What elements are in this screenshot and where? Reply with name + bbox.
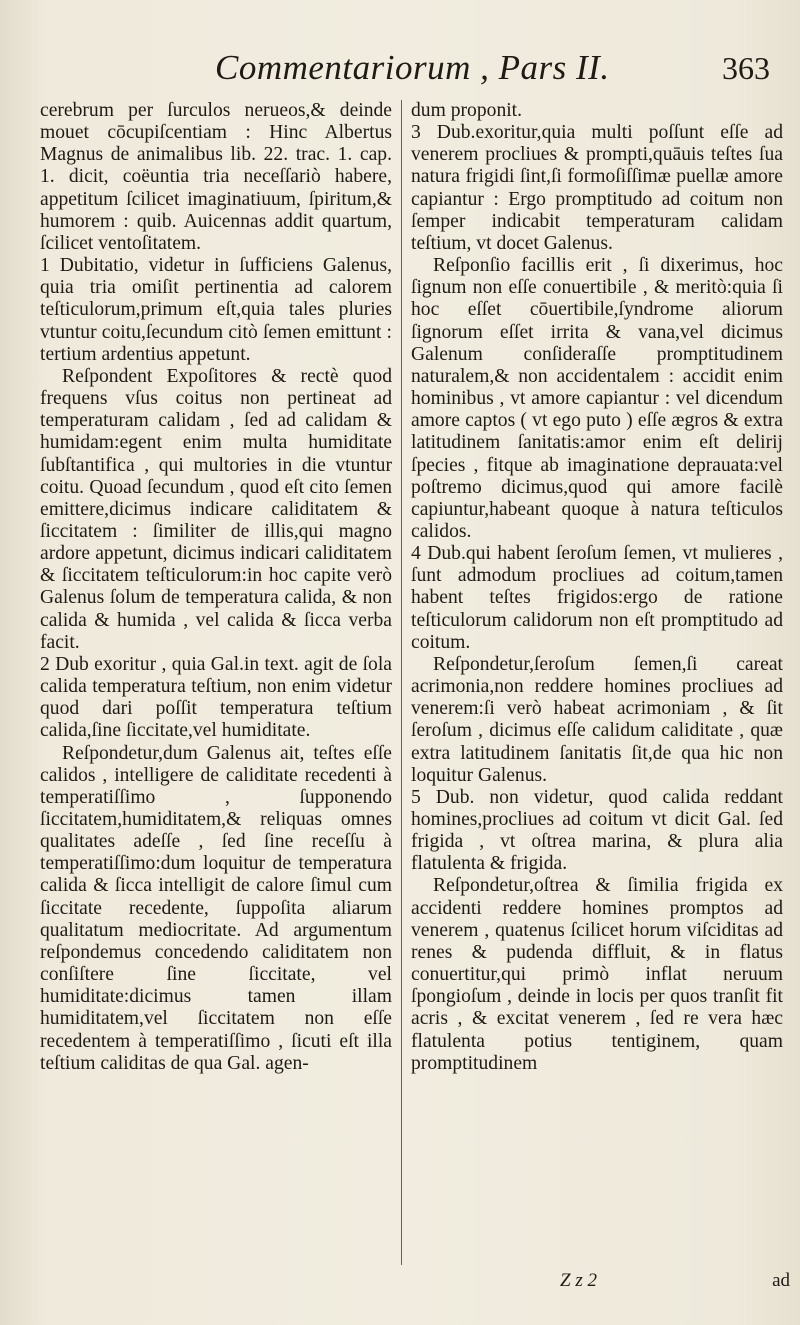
paragraph: dum proponit. [411,100,523,121]
paragraph: Reſponſio facillis erit , ſi dixerimus, hoc ſignum non eſſe conuertibile , & meritò:quia ſi hoc eſſet cōuertibile,ſyndrome aliorum ſignorum eſſet irrita & vana,vel dicimus Galenum conſideraſſe promptitudinem naturalem,& non accidentalem : accidit enim hominibus , vt amore capiantur : vel dicendum amore captos ( vt ego puto ) eſſe ægros & extra latitudinem ſanitatis:amor enim eſt delirij ſpecies , fitque ab imaginatione deprauata:vel poſtremo dicimus,quod qui amore facilè capiuntur,habeant quoque à natura teſticulos calidos. [411,255,783,542]
running-title: Commentariorum , Pars II. [215,48,610,87]
paragraph: cerebrum per ſurculos neruеos,& deinde mouet cōcupiſcentiam : Hinc Albertus Magnus de animalibus lib. 22. trac. 1. cap. 1. dicit, coëuntia tria neceſſariò habere, appetitum ſcilicet imaginatiuum, ſpiritum,& humorem : quib. Auicennas addit quartum, ſcilicet ventoſitatem. [40,100,392,254]
paragraph: Reſpondetur,oſtrea & ſimilia frigida ex accidenti reddere homines promptos ad venerem , quatenus ſcilicet horum viſciditas ad renes & pudenda diffluit, & in flatus conuertitur,qui primò inflat neruum ſpongioſum , deinde in locis per quos tranſit fit acris , & excitat venerem , ſed re vera hæc flatulenta potius tentiginem, quam promptitudinem [411,875,783,1074]
column-divider [401,100,402,1265]
paragraph: Reſpondetur,dum Galenus ait, teſtes eſſe calidos , intelligere de caliditate recedenti à temperatiſſimo , ſupponendo ſiccitatem,humiditatem,& reliquas omnes qualitates adeſſe , ſed ſine receſſu à temperatiſſimo:dum loquitur de temperatura calida & ſicca intelligit de calore ſimul cum ſiccitate recedente, ſuppoſita aliarum qualitatum mediocritate. Ad argumentum reſpondemus concedendo caliditatem non conſiſtere ſine ſiccitate, vel humiditate:dicimus tamen illam humiditatem,vel ſiccitatem non eſſe recedentem à temperatiſſimo , ſicuti eſt illa teſtium caliditas de qua Gal. agen- [40,742,392,1074]
page-header [215,48,775,88]
page-number: 363 [722,50,770,86]
paragraph: 4 Dub.qui habent ſeroſum ſemen, vt mulieres , ſunt admodum procliues ad coitum,tamen habent teſtes frigidos:ergo de ratione teſticulorum calidorum non eſt promptitudo ad coitum. [411,543,783,653]
paragraph: 3 Dub.exoritur,quia multi poſſunt eſſe ad venerem procliues & prompti,quāuis teſtes ſua natura frigidi ſint,ſi formoſiſſimæ puellæ amore capiantur : Ergo promptitudo ad coitum non ſemper indicabit temperaturam calidam teſtium, vt docet Galenus. [411,122,783,254]
paragraph: 1 Dubitatio, videtur in ſufficiens Galenus, quia tria omiſit pertinentia ad calorem teſticulorum,primum eſt,quia tales pluries vtuntur coitu,ſecundum citò ſemen emittunt : tertium ardentius appetunt. [40,255,392,365]
left-column [40,100,392,1075]
paragraph: Reſpondetur,ſeroſum ſemen,ſi careat acrimonia,non reddere homines procliues ad venerem:ſi verò habeat acrimoniam , & ſit ſeroſum , dicimus eſſe calidum caliditate , quæ extra latitudinem ſanitatis ſit,de qua hic non loquitur Galenus. [411,653,783,786]
paragraph: Reſpondent Expoſitores & rectè quod frequens vſus coitus non pertineat ad temperaturam calidam , ſed ad calidam & humidam:egent enim multa humiditate ſubſtantifica , qui multories in die vtuntur coitu. Quoad ſecundum , quod eſt cito ſemen emittere,dicimus indicare caliditatem & ſiccitatem : ſimiliter de illis,qui magno ardore appetunt, dicimus indicari caliditatem & ſiccitatem teſticulorum:in hoc capite verò Galenus ſolum de temperatura calida, & non calida & humida , vel calida & ſicca verba facit. [40,365,392,653]
catchword: ad [772,1270,790,1291]
paragraph: 2 Dub exoritur , quia Gal.in text. agit de ſola calida temperatura teſtium, non enim videtur quod dari poſſit temperatura teſtium calida,ſine ſiccitate,vel humiditate. [40,653,392,742]
signature-mark: Z z 2 [560,1270,597,1291]
paragraph: 5 Dub. non videtur, quod calida reddant homines,procliues ad coitum vt dicit Gal. ſed frigida , vt oſtrea marina, & plura alia flatulenta & frigida. [411,786,783,875]
right-column [411,100,783,1075]
